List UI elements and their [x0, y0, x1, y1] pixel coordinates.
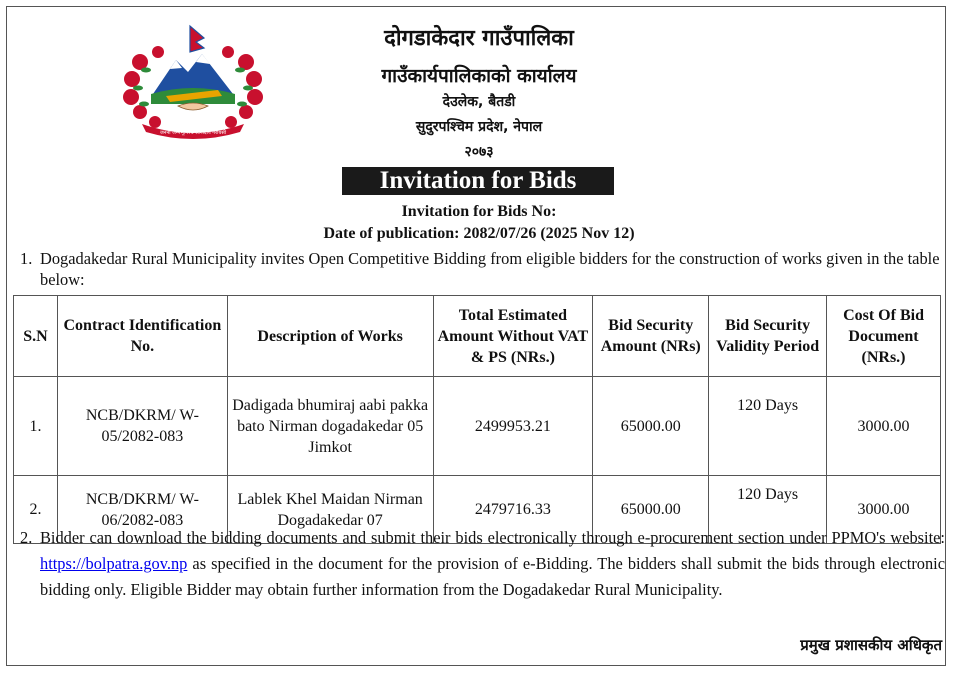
column-header: S.N — [14, 296, 58, 377]
paragraph-text: Dogadakedar Rural Municipality invites Open Competitive Bidding from eligible bidders for the construction of works given in the table below: — [40, 249, 940, 289]
column-header: Cost Of Bid Document (NRs.) — [827, 296, 941, 377]
paragraph-text — [40, 525, 945, 603]
office-address: देउलेक, बैतडी — [442, 94, 516, 110]
paragraph-2 — [20, 525, 945, 603]
column-header: Bid Security Validity Period — [709, 296, 827, 377]
table-cell: Lablek Khel Maidan Nirman Dogadakedar 07 — [227, 476, 433, 544]
province: सुदुरपश्चिम प्रदेश, नेपाल — [415, 119, 543, 135]
table-cell: 65000.00 — [593, 476, 709, 544]
table-cell: 65000.00 — [593, 377, 709, 476]
table-cell: 120 Days — [709, 377, 827, 476]
paragraph-1 — [20, 248, 945, 290]
paragraph-text-part: Bidder can download the bidding documents and submit their bids electronically through e-procurement section under PPMO's website: — [40, 528, 945, 547]
notice-title: Invitation for Bids — [342, 167, 614, 195]
table-cell: 2499953.21 — [433, 377, 593, 476]
table-row — [14, 377, 941, 476]
table-cell: NCB/DKRM/ W-05/2082-083 — [57, 377, 227, 476]
paragraph-number: 2. — [20, 528, 33, 547]
office-name: गाउँकार्यपालिकाको कार्यालय — [381, 65, 577, 87]
bid-number-label: Invitation for Bids No: — [401, 203, 557, 220]
works-table — [13, 295, 941, 544]
establishment-year: २०७३ — [464, 144, 494, 160]
table-cell: 1. — [14, 377, 58, 476]
bolpatra-link[interactable]: https://bolpatra.gov.np — [40, 554, 188, 573]
municipality-name: दोगडाकेदार गाउँपालिका — [384, 26, 574, 51]
table-cell: Dadigada bhumiraj aabi pakka bato Nirman dogadakedar 05 Jimkot — [227, 377, 433, 476]
column-header: Bid Security Amount (NRs) — [593, 296, 709, 377]
column-header: Description of Works — [227, 296, 433, 377]
column-header: Contract Identification No. — [57, 296, 227, 377]
signatory-title: प्रमुख प्रशासकीय अधिकृत — [800, 636, 942, 654]
table-cell: 120 Days — [709, 476, 827, 544]
publication-date: Date of publication: 2082/07/26 (2025 Nov 12) — [323, 225, 635, 242]
paragraph-number: 1. — [20, 249, 33, 268]
table-cell: 3000.00 — [827, 476, 941, 544]
table-header-row — [14, 296, 941, 377]
table-cell: 2. — [14, 476, 58, 544]
emblem-motto: जननी जन्मभूमिश्च स्वर्गादपि गरीयसी — [159, 130, 227, 136]
column-header: Total Estimated Amount Without VAT & PS (NRs.) — [433, 296, 593, 377]
table-cell: 3000.00 — [827, 377, 941, 476]
table-cell: 2479716.33 — [433, 476, 593, 544]
table-cell: NCB/DKRM/ W-06/2082-083 — [57, 476, 227, 544]
paragraph-text-part: as specified in the document for the provision of e-Bidding. The bidders shall submit the bids through electronic bidding only. Eligible Bidder may obtain further information from the Dogadakedar Rural Municipality. — [40, 554, 945, 599]
